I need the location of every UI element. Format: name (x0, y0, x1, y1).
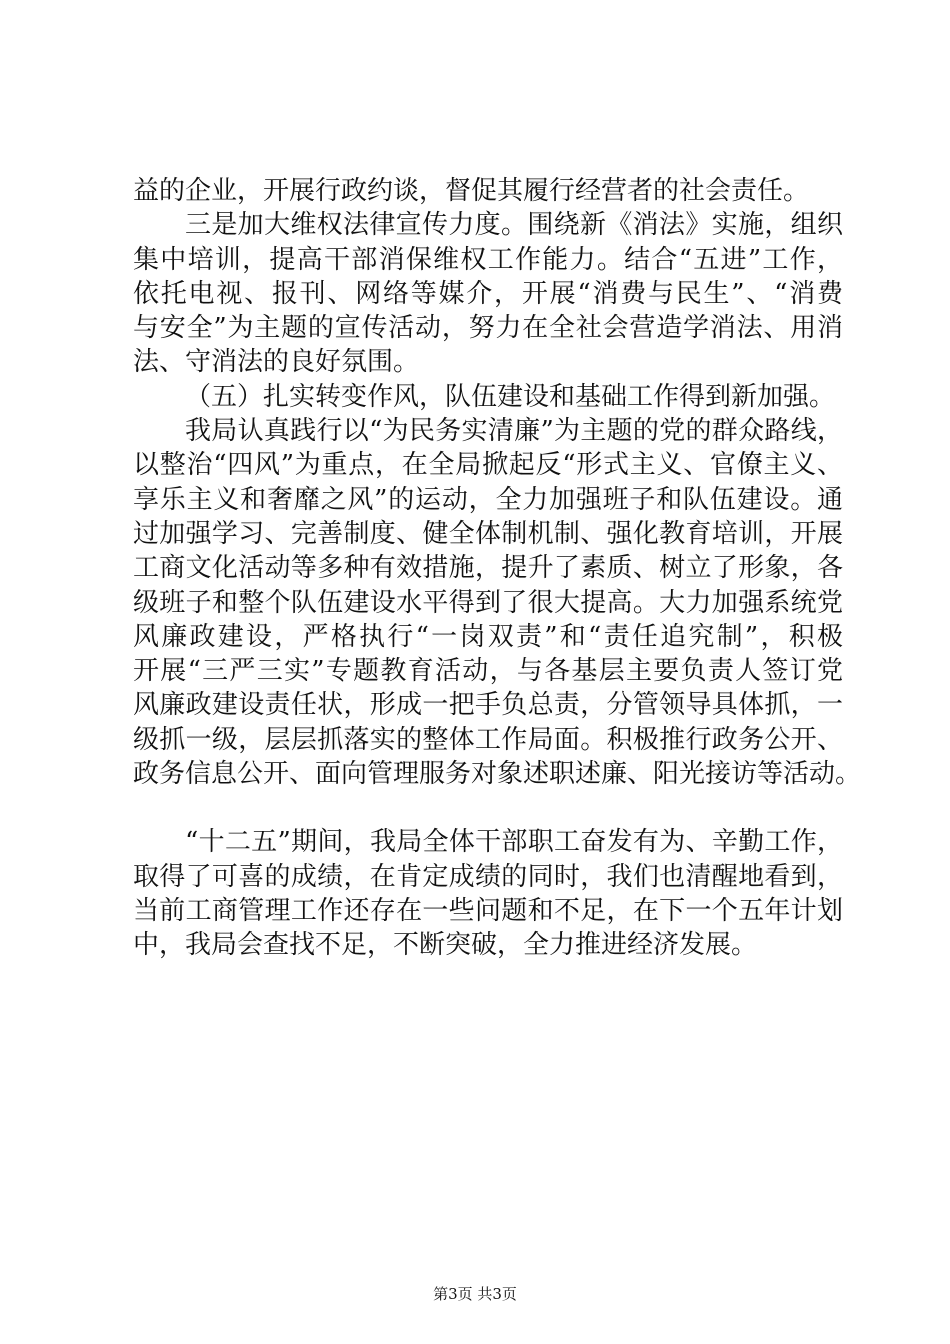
text-line: 过加强学习、完善制度、健全体制机制、强化教育培训，开展 (133, 518, 843, 549)
text-line: 我局认真践行以“为民务实清廉”为主题的党的群众路线， (185, 416, 843, 447)
text-line: 政务信息公开、面向管理服务对象述职述廉、阳光接访等活动。 (133, 759, 862, 790)
text-line: 风廉政建设责任状，形成一把手负总责，分管领导具体抓，一 (133, 690, 843, 721)
text-line: 集中培训，提高干部消保维权工作能力。结合“五进”工作， (133, 244, 843, 275)
section-heading: （五）扎实转变作风，队伍建设和基础工作得到新加强。 (185, 381, 836, 412)
paragraph-3-heading (133, 380, 843, 414)
text-line: 开展“三严三实”专题教育活动，与各基层主要负责人签订党 (133, 656, 843, 687)
text-line: 级抓一级，层层抓落实的整体工作局面。积极推行政务公开、 (133, 724, 843, 755)
paragraph-4 (133, 414, 862, 791)
text-line: 与安全”为主题的宣传活动，努力在全社会营造学消法、用消 (133, 313, 843, 344)
page-footer (0, 1284, 950, 1304)
text-line: 益的企业，开展行政约谈，督促其履行经营者的社会责任。 (133, 176, 810, 206)
paragraph-1 (133, 174, 843, 208)
text-line: 级班子和整个队伍建设水平得到了很大提高。大力加强系统党 (133, 587, 843, 618)
text-line: 以整治“四风”为重点，在全局掀起反“形式主义、官僚主义、 (133, 450, 843, 481)
text-line: 享乐主义和奢靡之风”的运动，全力加强班子和队伍建设。通 (133, 484, 843, 515)
paragraph-5 (133, 825, 843, 962)
paragraph-spacer (133, 791, 843, 825)
text-line: 工商文化活动等多种有效措施，提升了素质、树立了形象，各 (133, 553, 843, 584)
paragraph-2 (133, 208, 843, 379)
text-line: “十二五”期间，我局全体干部职工奋发有为、辛勤工作， (185, 827, 843, 858)
text-line: 法、守消法的良好氛围。 (133, 347, 420, 378)
document-body (133, 174, 862, 963)
text-line: 取得了可喜的成绩，在肯定成绩的同时，我们也清醒地看到， (133, 861, 843, 892)
text-line: 中，我局会查找不足，不断突破，全力推进经济发展。 (133, 930, 758, 961)
text-line: 风廉政建设，严格执行“一岗双责”和“责任追究制”，积极 (133, 621, 843, 652)
text-line: 依托电视、报刊、网络等媒介，开展“消费与民生”、“消费 (133, 278, 843, 309)
text-line: 当前工商管理工作还存在一些问题和不足，在下一个五年计划 (133, 895, 843, 926)
page-number-label: 第3页 共3页 (433, 1285, 517, 1303)
text-line: 三是加大维权法律宣传力度。围绕新《消法》实施，组织 (185, 210, 843, 241)
